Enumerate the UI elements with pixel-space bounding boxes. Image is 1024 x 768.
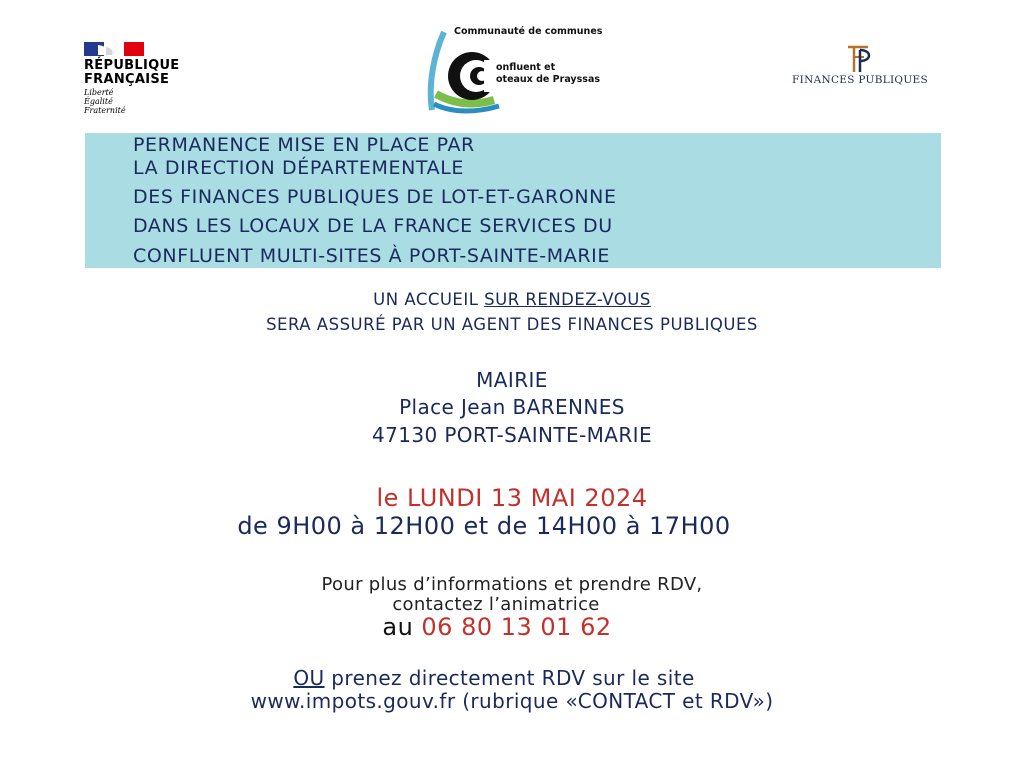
cc-line2: onfluent et	[496, 62, 556, 73]
schedule-hours: de 9H00 à 12H00 et de 14H00 à 17H00	[237, 512, 731, 540]
schedule-date: le LUNDI 13 MAI 2024	[376, 484, 648, 512]
banner-line-3: DES FINANCES PUBLIQUES DE LOT-ET-GARONNE	[133, 186, 617, 208]
republique-francaise-logo	[84, 42, 244, 115]
banner-line-2: LA DIRECTION DÉPARTEMENTALE	[133, 157, 465, 179]
phone-prefix: au	[382, 613, 422, 641]
contact-phone-line	[0, 613, 1009, 641]
rf-title-line2: FRANÇAISE	[84, 72, 170, 87]
address-mairie: MAIRIE	[476, 368, 548, 392]
motto-liberte: Liberté	[84, 88, 114, 97]
motto-egalite: Égalité	[84, 97, 113, 106]
communaute-communes-logo	[424, 24, 644, 116]
accueil-line-1	[0, 290, 1024, 309]
web-ou: OU	[293, 666, 325, 690]
contact-line-2: contactez l’animatrice	[392, 594, 600, 615]
accueil-line-2: SERA ASSURÉ PAR UN AGENT DES FINANCES PUBLIQUES	[266, 315, 758, 334]
cc-line3: oteaux de Prayssas	[496, 74, 601, 85]
cc-title: Communauté de communes	[454, 26, 603, 37]
phone-number: 06 80 13 01 62	[421, 613, 612, 641]
info-banner	[85, 133, 941, 268]
finances-publiques-logo	[780, 44, 940, 94]
banner-line-5: CONFLUENT MULTI-SITES À PORT-SAINTE-MARIE	[133, 245, 610, 267]
web-url-line: www.impots.gouv.fr (rubrique «CONTACT et RDV»)	[250, 689, 774, 713]
contact-line-1: Pour plus d’informations et prendre RDV,	[321, 574, 703, 595]
web-line1-rest: prenez directement RDV sur le site	[324, 666, 695, 690]
fp-text: FINANCES PUBLIQUES	[792, 74, 928, 86]
banner-line-1: PERMANENCE MISE EN PLACE PAR	[133, 134, 475, 156]
address-place: Place Jean BARENNES	[399, 395, 625, 419]
banner-line-4: DANS LES LOCAUX DE LA FRANCE SERVICES DU	[133, 215, 613, 237]
accueil-prefix: UN ACCUEIL	[373, 290, 485, 309]
marianne-flag-icon	[84, 42, 144, 56]
rf-title-line1: RÉPUBLIQUE	[84, 58, 180, 73]
confluent-c-icon	[424, 24, 504, 116]
fp-monogram-icon	[842, 44, 878, 74]
web-line-1	[0, 666, 1006, 690]
rf-motto	[84, 88, 126, 115]
accueil-rdv: SUR RENDEZ-VOUS	[484, 290, 651, 309]
motto-fraternite: Fraternité	[84, 106, 126, 115]
address-city: 47130 PORT-SAINTE-MARIE	[371, 423, 653, 447]
